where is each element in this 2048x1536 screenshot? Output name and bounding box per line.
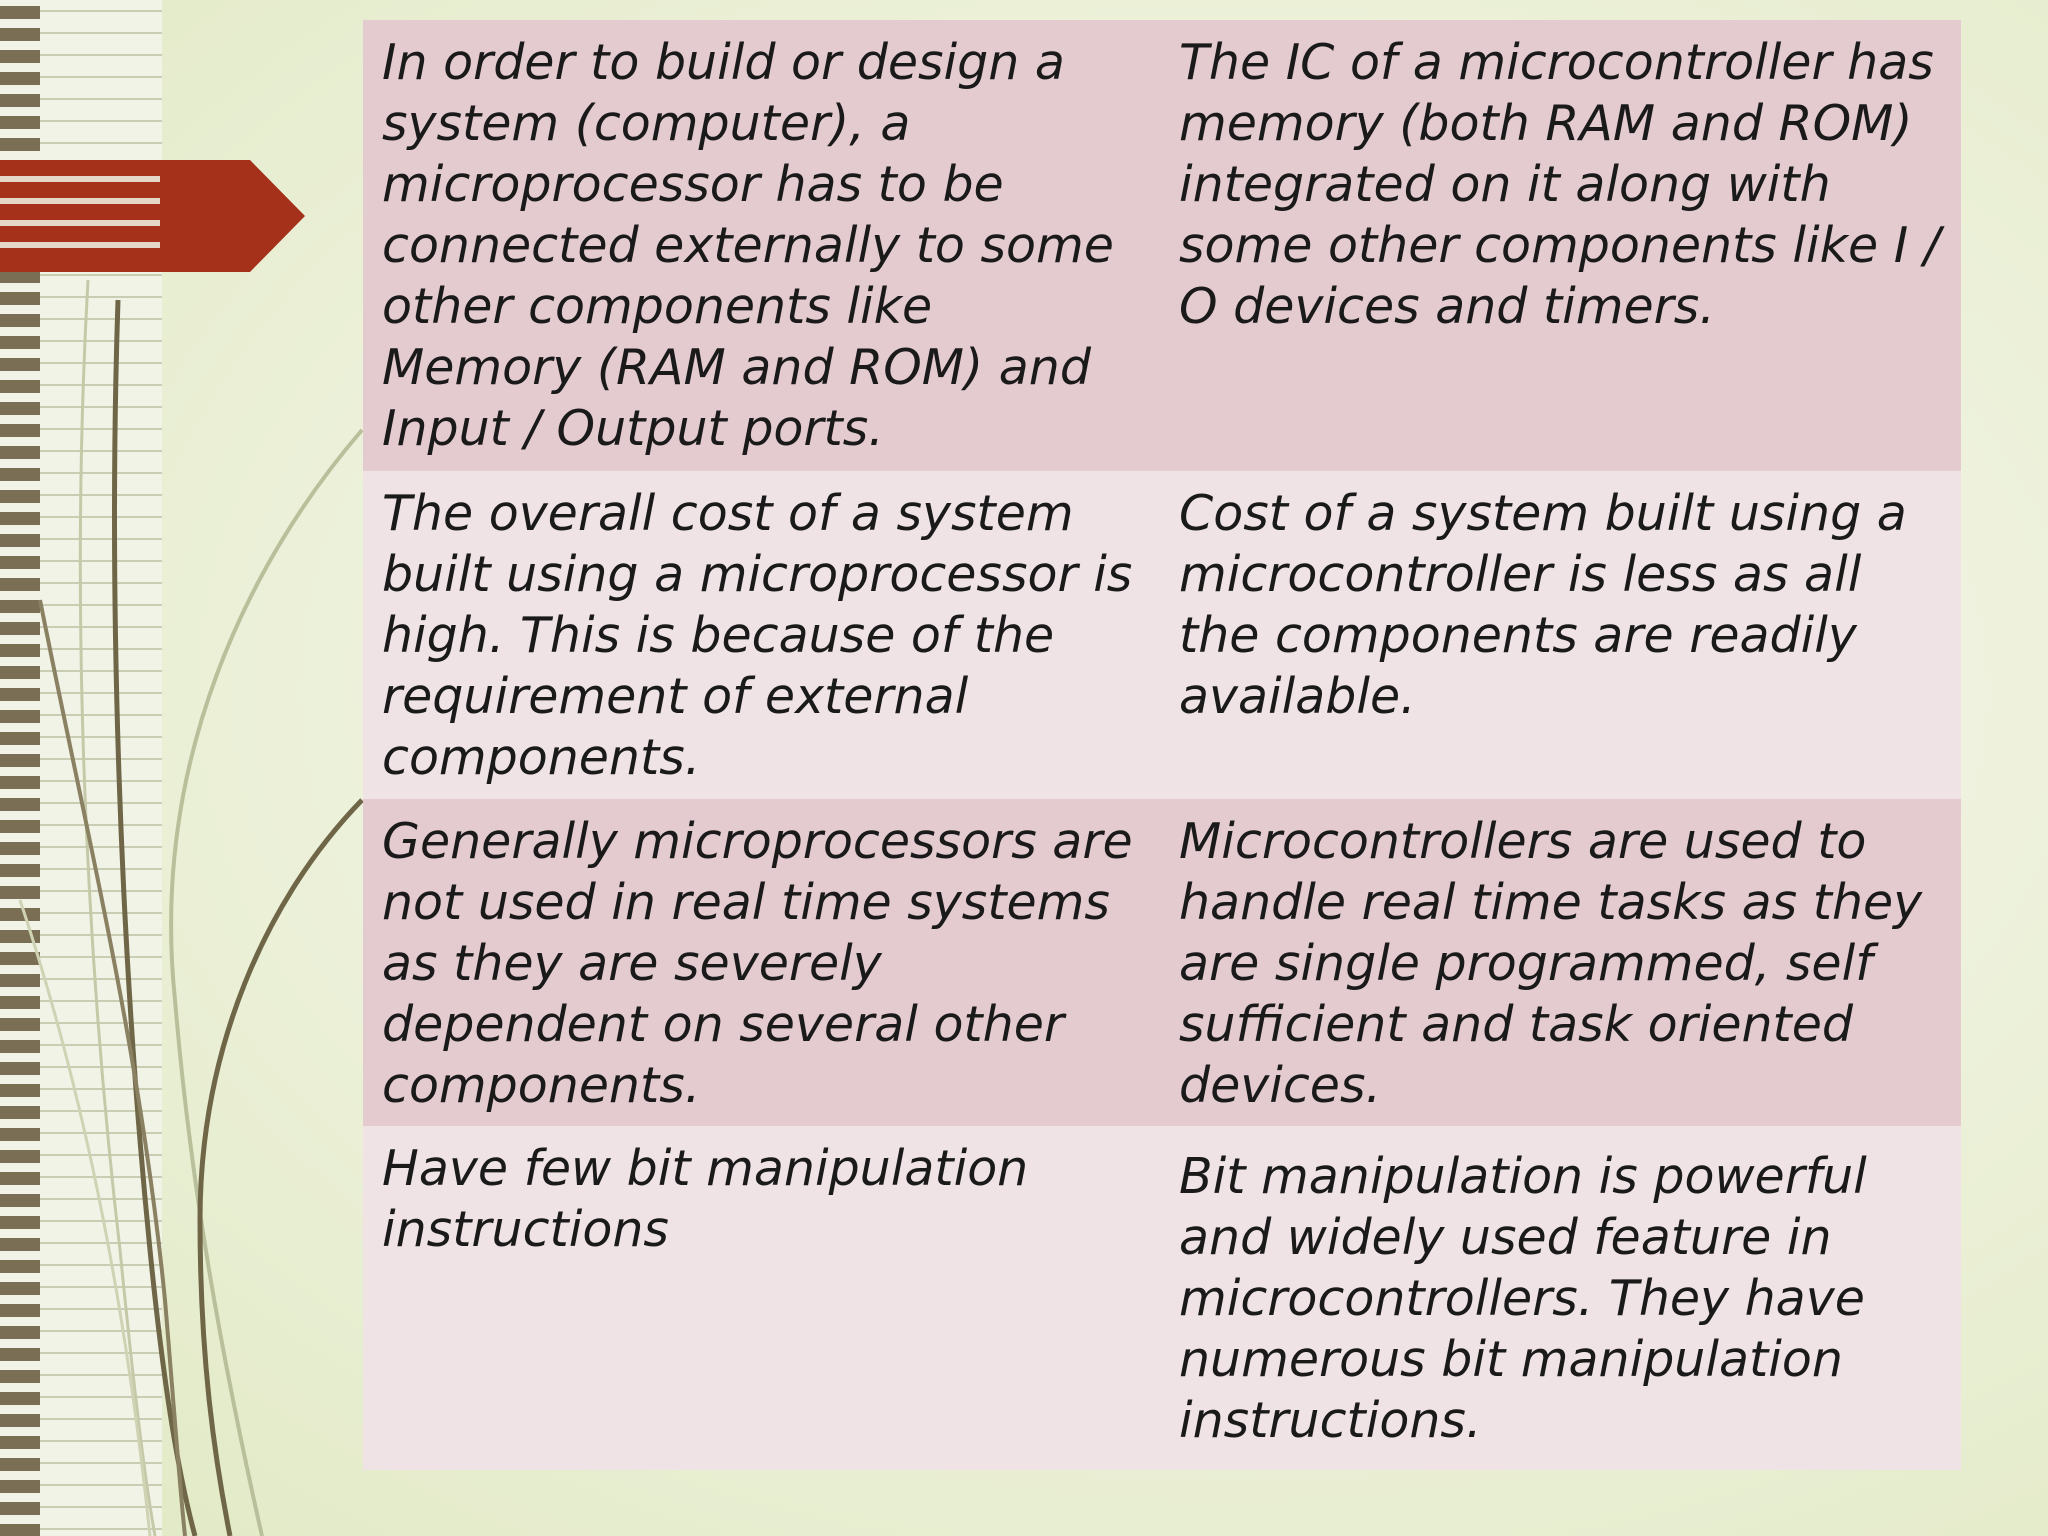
table-row <box>363 20 1961 471</box>
microprocessor-cell: The overall cost of a system built using a microprocessor is high. This is because of the requirement of external components. <box>363 471 1162 799</box>
comparison-table <box>363 20 1961 1470</box>
microcontroller-cell: Bit manipulation is powerful and widely used feature in microcontrollers. They have numerous bit manipulation instructions. <box>1162 1126 1961 1470</box>
left-panel <box>0 0 162 1536</box>
microcontroller-cell: Cost of a system built using a microcontroller is less as all the components are readily available. <box>1162 471 1961 799</box>
decorative-curved-lines-icon <box>20 280 362 1536</box>
microprocessor-cell: Have few bit manipulation instructions <box>363 1126 1162 1470</box>
red-chevron-arrow-icon <box>0 160 305 272</box>
table-row <box>363 799 1961 1126</box>
table-row <box>363 1126 1961 1470</box>
microcontroller-cell: The IC of a microcontroller has memory (both RAM and ROM) integrated on it along with some other components like I / O devices and timers. <box>1162 20 1961 471</box>
microprocessor-cell: Generally microprocessors are not used in real time systems as they are severely dependent on several other components. <box>363 799 1162 1126</box>
microcontroller-cell: Microcontrollers are used to handle real time tasks as they are single programmed, self sufficient and task oriented devices. <box>1162 799 1961 1126</box>
table-row <box>363 471 1961 799</box>
microprocessor-cell: In order to build or design a system (computer), a microprocessor has to be connected externally to some other components like Memory (RAM and ROM) and Input / Output ports. <box>363 20 1162 471</box>
striped-bar-column-icon <box>0 6 162 1536</box>
